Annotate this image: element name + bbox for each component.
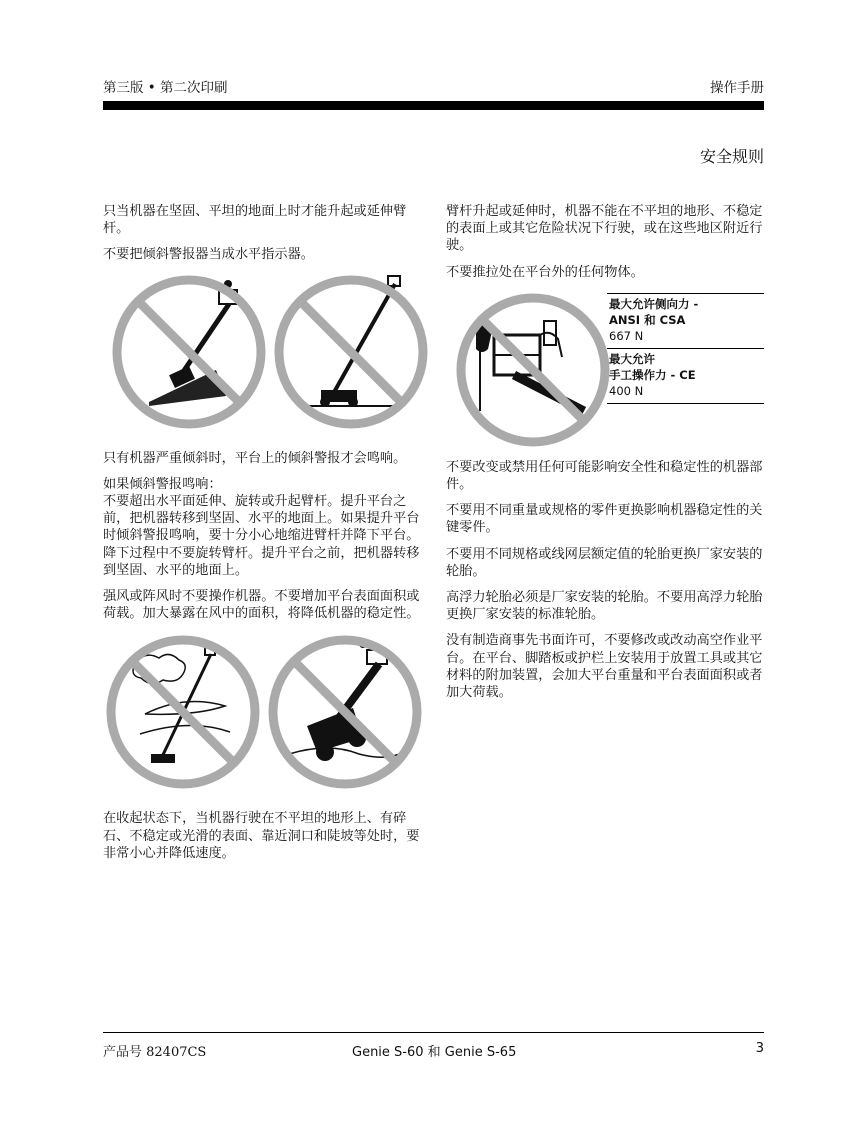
- page-number: 3: [755, 1041, 764, 1056]
- paragraph: 只有机器严重倾斜时，平台上的倾斜警报才会鸣响。: [103, 450, 407, 466]
- header-edition: 第三版 • 第二次印刷: [103, 80, 228, 96]
- no-drive-rough-terrain-icon: [267, 634, 423, 790]
- footer-part-number: 产品号 82407CS: [103, 1045, 207, 1060]
- section-title: 安全规则: [699, 147, 764, 166]
- spec-value: 400 N: [609, 383, 644, 398]
- spec-standard: 手工操作力 - CE: [609, 367, 696, 382]
- paragraph: 臂杆升起或延伸时，机器不能在不平坦的地形、不稳定的表面上或其它危险状况下行驶，或在这些地区附近行驶。: [446, 204, 763, 254]
- tilt-warning-illustrations: [103, 274, 425, 446]
- header-manual-title: 操作手册: [710, 80, 764, 96]
- push-pull-illustration: [446, 291, 766, 451]
- paragraph: 强风或阵风时不要操作机器。不要增加平台表面面积或荷载。加大暴露在风中的面积，将降低机器的稳定性。: [103, 589, 420, 622]
- paragraph: 只当机器在坚固、平坦的地面上时才能升起或延伸臂杆。: [103, 204, 407, 237]
- paragraph: 没有制造商事先书面许可，不要修改或改动高空作业平台。在平台、脚踏板或护栏上安装用于放置工具或其它材料的附加装置，会加大平台重量和平台表面面积或者加大荷载。: [446, 633, 763, 701]
- no-lift-on-slope-icon: [111, 274, 267, 430]
- paragraph: 不要把倾斜警报器当成水平指示器。: [103, 247, 314, 263]
- force-spec-table: [607, 293, 764, 404]
- paragraph: 高浮力轮胎必须是厂家安装的轮胎。不要用高浮力轮胎更换厂家安装的标准轮胎。: [446, 590, 763, 623]
- footer-model: Genie S-60 和 Genie S-65: [352, 1045, 517, 1060]
- paragraph: 不要推拉处在平台外的任何物体。: [446, 264, 644, 280]
- paragraph: 不要用不同重量或规格的零件更换影响机器稳定性的关键零件。: [446, 503, 763, 536]
- wind-warning-illustrations: [103, 634, 425, 806]
- right-column: [446, 203, 766, 701]
- footer-rule: [103, 1032, 764, 1033]
- spec-title: 最大允许侧向力 -: [609, 296, 699, 311]
- paragraph: 不要超出水平面延伸、旋转或升起臂杆。提升平台之前，把机器转移到坚固、水平的地面上。如果提升平台时倾斜警报鸣响，要十分小心地缩进臂杆并降下平台。降下过程中不要旋转臂杆。提升平台之前，把机器转移到坚固、水平的地面上。: [103, 494, 420, 578]
- spec-value: 667 N: [609, 328, 644, 343]
- spec-title: 最大允许: [609, 351, 655, 366]
- paragraph-title: 如果倾斜警报鸣响：: [103, 476, 222, 492]
- spec-standard: ANSI 和 CSA: [609, 312, 686, 327]
- no-extend-boom-icon: [273, 274, 429, 430]
- left-column: [103, 203, 425, 862]
- paragraph: 在收起状态下，当机器行驶在不平坦的地形上、有碎石、不稳定或光滑的表面、靠近洞口和陡坡等处时，要非常小心并降低速度。: [103, 811, 420, 861]
- no-push-pull-icon: [454, 291, 612, 449]
- paragraph: 不要改变或禁用任何可能影响安全性和稳定性的机器部件。: [446, 459, 763, 493]
- no-operate-in-wind-icon: [105, 634, 261, 790]
- paragraph: 不要用不同规格或线网层额定值的轮胎更换厂家安装的轮胎。: [446, 546, 763, 579]
- header-rule: [103, 101, 764, 110]
